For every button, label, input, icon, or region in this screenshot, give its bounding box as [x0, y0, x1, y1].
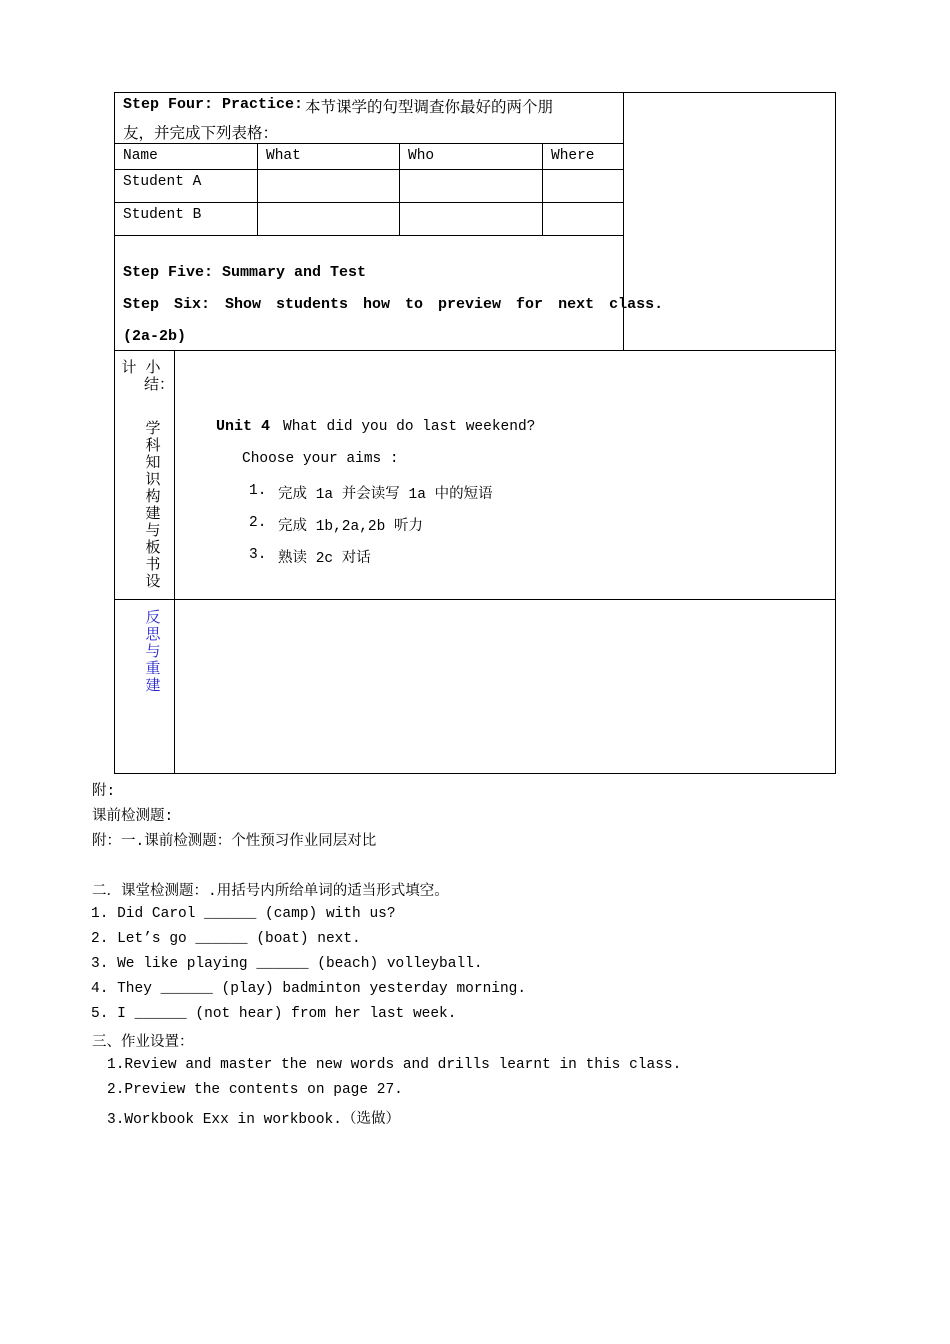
survey-line [114, 169, 624, 170]
exercise-item: 5. I ______ (not hear) from her last week. [91, 1006, 457, 1022]
survey-header-what: What [266, 148, 301, 164]
board-aims-label: Choose your aims : [242, 451, 399, 467]
table-border-top [114, 92, 836, 93]
appendix-section-one: 附：一.课前检测题：个性预习作业同层对比 [92, 834, 377, 850]
survey-header-who: Who [408, 148, 435, 164]
homework-item: 1.Review and master the new words and drills learnt in this class. [107, 1057, 682, 1073]
aim-item: 完成 1b,2a,2b 听力 [278, 519, 424, 535]
step-four-instruction-cont: 友，并完成下列表格： [123, 125, 279, 143]
board-label-ji: 计 [121, 358, 137, 376]
table-border-left [114, 92, 115, 774]
board-unit: Unit 4 [216, 418, 271, 435]
homework-item: 3.Workbook Exx in workbook.（选做） [107, 1112, 400, 1128]
label-column-divider [174, 350, 175, 774]
survey-line [114, 143, 624, 144]
row-separator [114, 350, 836, 351]
board-title: What did you do last weekend? [283, 419, 536, 435]
survey-header-name: Name [123, 148, 158, 164]
step-four-instruction: 本节课学的句型调查你最好的两个朋 [305, 99, 554, 117]
survey-col-line [399, 143, 400, 236]
table-border-bottom [114, 773, 836, 774]
survey-line [114, 235, 624, 236]
aim-number: 3. [249, 547, 267, 563]
aim-item: 完成 1a 并会读写 1a 中的短语 [278, 487, 493, 503]
step-four-prefix: Step Four: Practice: [123, 96, 304, 113]
exercise-item: 2. Let’s go ______ (boat) next. [91, 931, 361, 947]
aim-number: 2. [249, 515, 267, 531]
appendix-fu: 附: [92, 784, 116, 800]
appendix-section-two: 二．课堂检测题：.用括号内所给单词的适当形式填空。 [92, 884, 449, 900]
step-six-range: (2a-2b) [123, 328, 187, 345]
survey-header-where: Where [551, 148, 595, 164]
board-label-design: 学科知识构建与板书设 [145, 419, 161, 590]
table-border-right [835, 92, 836, 774]
aim-number: 1. [249, 483, 267, 499]
survey-line [114, 202, 624, 203]
row-separator [114, 599, 836, 600]
step-six: Step Six: Show students how to preview for next class. [123, 296, 664, 313]
appendix-section-three: 三、作业设置： [92, 1035, 194, 1051]
step-five: Step Five: Summary and Test [123, 264, 367, 281]
exercise-item: 4. They ______ (play) badminton yesterday morning. [91, 981, 527, 997]
exercise-item: 3. We like playing ______ (beach) volleyball. [91, 956, 483, 972]
survey-col-line [257, 143, 258, 236]
survey-row-student-b: Student B [123, 207, 202, 223]
homework-item: 2.Preview the contents on page 27. [107, 1082, 403, 1098]
reflection-label: 反思与重建 [145, 608, 161, 694]
board-label-summary: 小结： [144, 358, 175, 393]
aim-item: 熟读 2c 对话 [278, 551, 371, 567]
appendix-pre-test: 课前检测题: [92, 809, 174, 825]
exercise-item: 1. Did Carol ______ (camp) with us? [91, 906, 396, 922]
survey-col-line [542, 143, 543, 236]
survey-row-student-a: Student A [123, 174, 202, 190]
